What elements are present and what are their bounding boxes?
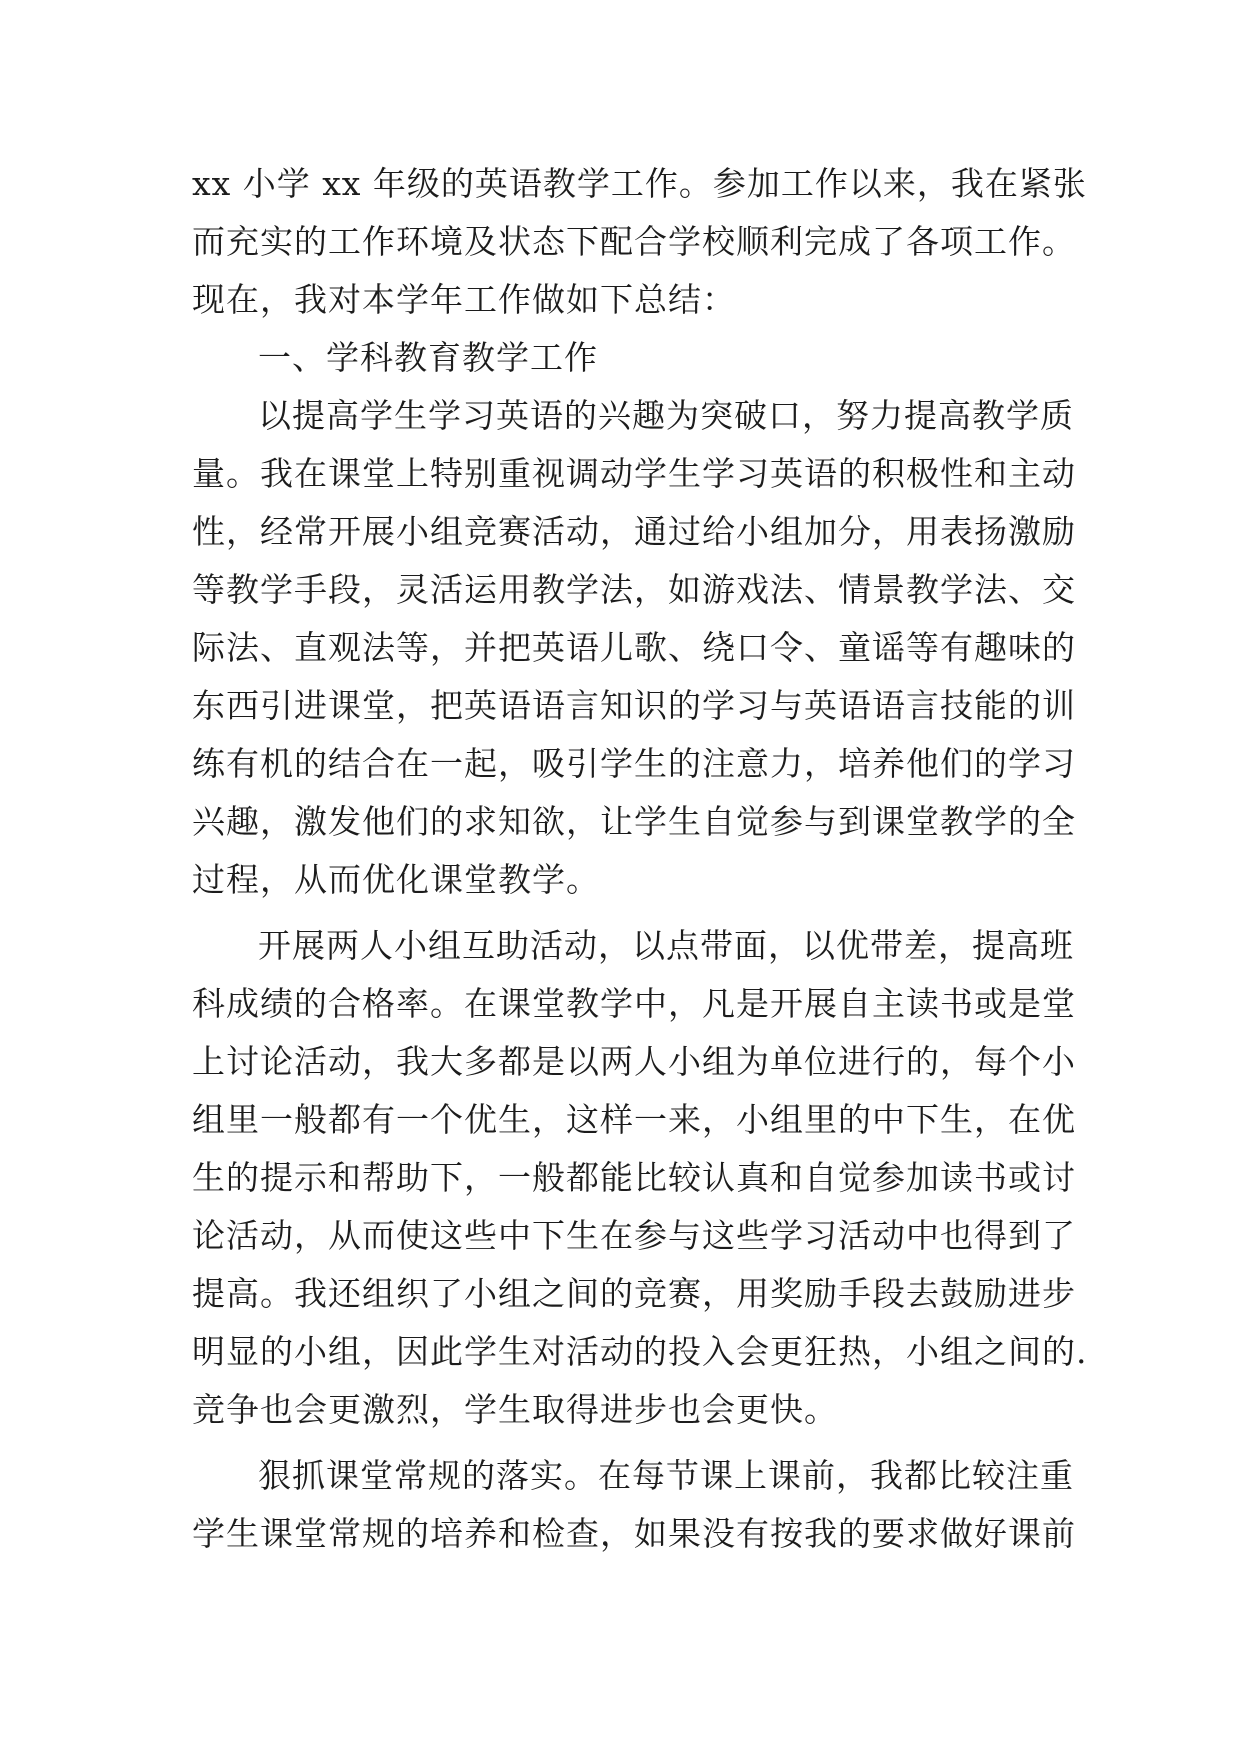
text-line: 过程，从而优化课堂教学。 [192, 860, 600, 899]
text-line: xx 小学 xx 年级的英语教学工作。参加工作以来，我在紧张 [192, 164, 1087, 203]
text-line: 东西引进课堂，把英语语言知识的学习与英语语言技能的训 [192, 686, 1076, 725]
text-line: 组里一般都有一个优生，这样一来，小组里的中下生，在优 [192, 1100, 1076, 1139]
text-line: 论活动，从而使这些中下生在参与这些学习活动中也得到了 [192, 1216, 1076, 1255]
intro-paragraph [192, 155, 1087, 329]
text-line: 等教学手段，灵活运用教学法，如游戏法、情景教学法、交 [192, 570, 1076, 609]
text-line: 际法、直观法等，并把英语儿歌、绕口令、童谣等有趣味的 [192, 628, 1076, 667]
text-line: 性，经常开展小组竞赛活动，通过给小组加分，用表扬激励 [192, 512, 1076, 551]
text-line: 而充实的工作环境及状态下配合学校顺利完成了各项工作。 [192, 222, 1076, 261]
text-line: 上讨论活动，我大多都是以两人小组为单位进行的，每个小 [192, 1042, 1076, 1081]
text-line: 竞争也会更激烈，学生取得进步也会更快。 [192, 1390, 838, 1429]
paragraph-3 [192, 1447, 1076, 1563]
text-line: 现在，我对本学年工作做如下总结： [192, 280, 736, 319]
paragraph-spacer [192, 1439, 1062, 1447]
text-line: 学生课堂常规的培养和检查，如果没有按我的要求做好课前 [192, 1514, 1076, 1553]
section-heading [192, 329, 1062, 387]
paragraph-1 [192, 387, 1076, 909]
text-line: 兴趣，激发他们的求知欲，让学生自觉参与到课堂教学的全 [192, 802, 1076, 841]
text-line: 明显的小组，因此学生对活动的投入会更狂热，小组之间的. [192, 1332, 1088, 1371]
text-line: 开展两人小组互助活动，以点带面，以优带差，提高班 [258, 926, 1074, 965]
paragraph-spacer [192, 909, 1062, 917]
text-line: 以提高学生学习英语的兴趣为突破口，努力提高教学质 [258, 396, 1074, 435]
text-line: 科成绩的合格率。在课堂教学中，凡是开展自主读书或是堂 [192, 984, 1076, 1023]
text-line: 提高。我还组织了小组之间的竞赛，用奖励手段去鼓励进步 [192, 1274, 1076, 1313]
text-line: 量。我在课堂上特别重视调动学生学习英语的积极性和主动 [192, 454, 1076, 493]
text-line: 练有机的结合在一起，吸引学生的注意力，培养他们的学习 [192, 744, 1076, 783]
text-line: 生的提示和帮助下，一般都能比较认真和自觉参加读书或讨 [192, 1158, 1076, 1197]
heading-line: 一、学科教育教学工作 [258, 338, 598, 377]
paragraph-2 [192, 917, 1088, 1439]
document-body [192, 155, 1088, 1563]
text-line: 狠抓课堂常规的落实。在每节课上课前，我都比较注重 [258, 1456, 1074, 1495]
